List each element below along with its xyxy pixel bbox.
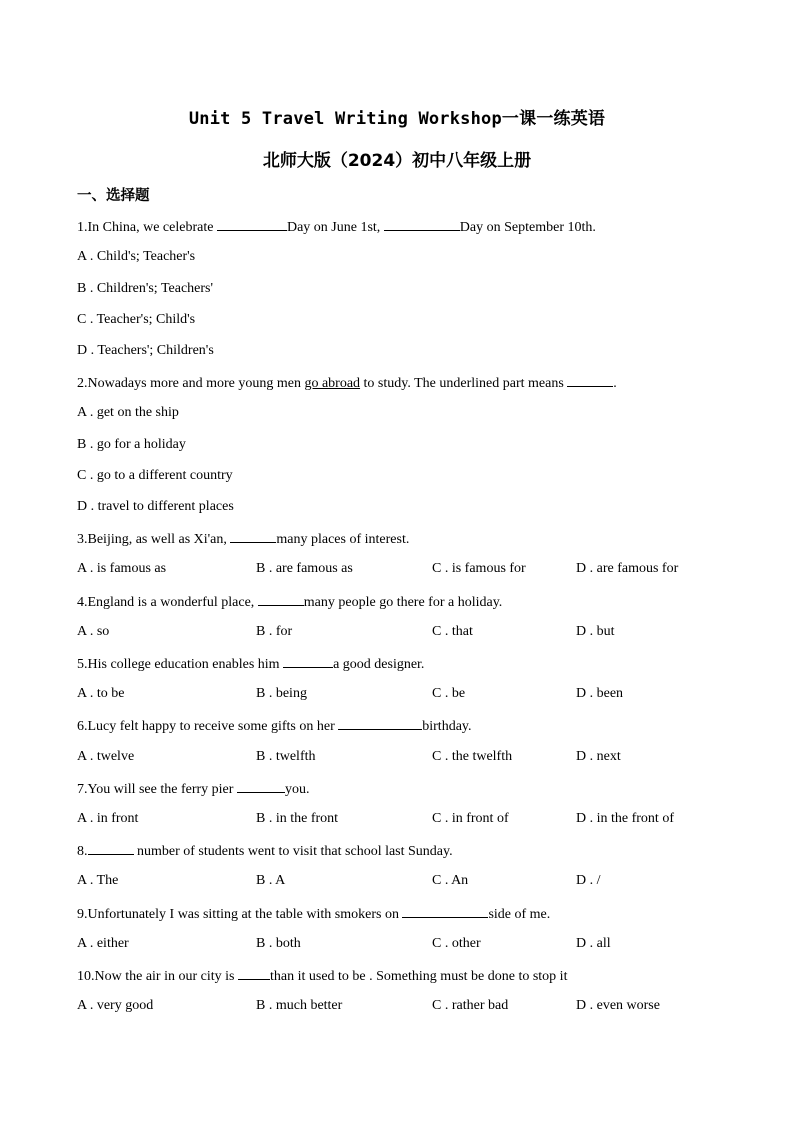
option-b[interactable]: B . go for a holiday	[77, 437, 186, 452]
option-a[interactable]: A . very good	[77, 998, 154, 1013]
option-c[interactable]: C . go to a different country	[77, 468, 233, 483]
option-b[interactable]: B . for	[256, 624, 293, 639]
question-10: 10.Now the air in our city is than it used to be . Something must be done to stop it	[77, 969, 568, 984]
option-b[interactable]: B . both	[256, 936, 301, 951]
option-c[interactable]: C . rather bad	[432, 998, 509, 1013]
option-a[interactable]: A . Child's; Teacher's	[77, 249, 196, 264]
option-b[interactable]: B . much better	[256, 998, 343, 1013]
question-4: 4.England is a wonderful place, many people go there for a holiday.	[77, 595, 503, 610]
answer-blank[interactable]	[384, 218, 460, 231]
option-d[interactable]: D . even worse	[576, 998, 660, 1013]
option-b[interactable]: B . in the front	[256, 811, 339, 826]
question-3: 3.Beijing, as well as Xi'an, many places of interest.	[77, 532, 410, 547]
option-c[interactable]: C . is famous for	[432, 561, 526, 576]
option-c[interactable]: C . the twelfth	[432, 749, 513, 764]
option-d[interactable]: D . but	[576, 624, 615, 639]
option-a[interactable]: A . either	[77, 936, 129, 951]
option-d[interactable]: D . travel to different places	[77, 499, 234, 514]
option-a[interactable]: A . twelve	[77, 749, 135, 764]
option-a[interactable]: A . to be	[77, 686, 125, 701]
option-d[interactable]: D . next	[576, 749, 621, 764]
answer-blank[interactable]	[402, 905, 488, 918]
option-b[interactable]: B . Children's; Teachers'	[77, 281, 214, 296]
option-b[interactable]: B . A	[256, 873, 286, 888]
option-c[interactable]: C . Teacher's; Child's	[77, 312, 196, 327]
option-d[interactable]: D . Teachers'; Children's	[77, 343, 214, 358]
option-d[interactable]: D . in the front of	[576, 811, 674, 826]
option-a[interactable]: A . so	[77, 624, 110, 639]
question-1: 1.In China, we celebrate Day on June 1st, Day on September 10th.	[77, 220, 596, 235]
title-chinese: 一课一练英语	[501, 109, 606, 129]
option-c[interactable]: C . in front of	[432, 811, 509, 826]
answer-blank[interactable]	[217, 218, 287, 231]
option-a[interactable]: A . get on the ship	[77, 405, 179, 420]
option-d[interactable]: D . been	[576, 686, 624, 701]
answer-blank[interactable]	[230, 530, 276, 543]
answer-blank[interactable]	[237, 780, 285, 793]
option-a[interactable]: A . in front	[77, 811, 139, 826]
option-c[interactable]: C . other	[432, 936, 481, 951]
question-2: 2.Nowadays more and more young men go abroad to study. The underlined part means .	[77, 376, 617, 391]
option-a[interactable]: A . is famous as	[77, 561, 167, 576]
option-d[interactable]: D . are famous for	[576, 561, 679, 576]
underlined-phrase: go abroad	[304, 376, 361, 391]
answer-blank[interactable]	[258, 593, 304, 606]
question-6: 6.Lucy felt happy to receive some gifts on her birthday.	[77, 719, 472, 734]
question-7: 7.You will see the ferry pier you.	[77, 782, 310, 797]
option-d[interactable]: D . /	[576, 873, 601, 888]
option-b[interactable]: B . twelfth	[256, 749, 316, 764]
option-c[interactable]: C . be	[432, 686, 466, 701]
question-9: 9.Unfortunately I was sitting at the table with smokers on side of me.	[77, 907, 551, 922]
question-8: 8. number of students went to visit that school last Sunday.	[77, 844, 453, 859]
option-d[interactable]: D . all	[576, 936, 611, 951]
answer-blank[interactable]	[283, 655, 333, 668]
question-5: 5.His college education enables him a good designer.	[77, 657, 425, 672]
option-c[interactable]: C . An	[432, 873, 469, 888]
answer-blank[interactable]	[338, 717, 422, 730]
option-b[interactable]: B . being	[256, 686, 307, 701]
section-heading: 一、选择题	[77, 188, 150, 204]
answer-blank[interactable]	[88, 842, 134, 855]
option-a[interactable]: A . The	[77, 873, 119, 888]
answer-blank[interactable]	[567, 374, 613, 387]
title-english: Unit 5 Travel Writing Workshop	[188, 109, 502, 129]
page-title	[0, 104, 794, 129]
answer-blank[interactable]	[238, 967, 270, 980]
option-c[interactable]: C . that	[432, 624, 473, 639]
option-b[interactable]: B . are famous as	[256, 561, 353, 576]
page-subtitle: 北师大版（2024）初中八年级上册	[262, 151, 532, 171]
